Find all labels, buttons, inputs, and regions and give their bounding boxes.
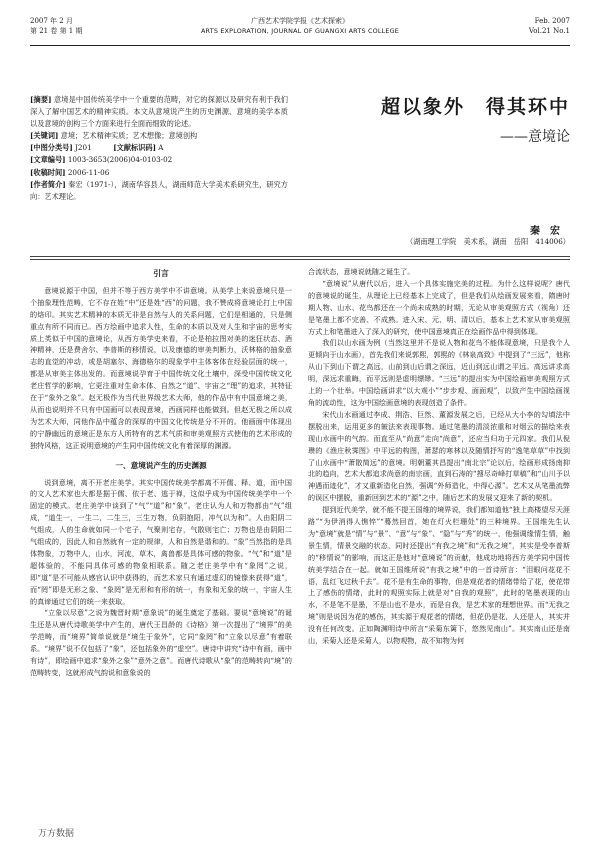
issue-volume: 第 21 卷 第 1 期	[30, 27, 83, 35]
journal-name-cn: 广西艺术学院学报《艺术探索》	[251, 17, 349, 25]
body-paragraph: 宋代山水画通过李成、荆浩、巨然、董源发展之后，已经从大小李的勾填法中摆脱出来，运用更多的皴法来表现事物。通过笔墨的清淡浓重和对烟云的描绘来表现山水画中的气韵。而直至从“尚意”走向“尚意”，还应当归功于元四家。我们从倪瓒的《渔庄秋霁图》中平远的构图，萧瑟的寒林以及随情抒写的“逸笔草草”中找到了山水画中“萧散简远”的意境。明朝董其昌提出“南北宗”论以后，绘画形成扬南抑北的趋向，艺术大都追求尚意的南宗画，直到石涛的“搜尽奇峰打草稿”和“山川予以神遇而迹化”，才又重新造化自然，强调“外师造化，中得心源”。艺术又从笔墨流弊的误区中摆脱，重新回到艺术的“源”之中，随后艺术的发展又迎来了新的契机。	[308, 409, 570, 503]
body-paragraph: 我们以山水画为例（当然这里并不是说人物和花鸟不能体现意境，只是我个人更倾向于山水画），首先我们来说郭熙，郭熙的《林泉高致》中提到了“三远”，他称从山下到山下谓之高远，山前到山后谓之深远，近山到远山谓之平远。高远讲求高明，深远求重晦，而平远则是虚明缥缈。“三远”的提出实为中国绘画审美观照方式上的一个壮举。中国绘画讲求“以大观小”“步步观、面面观”，以致产生中国绘画视角的流动性，这为中国绘画意境的表现创造了条件。	[308, 338, 570, 407]
journal-name	[150, 16, 450, 36]
issue-date: 2007 年 2 月	[30, 17, 73, 25]
divider-line	[30, 256, 570, 257]
article-subtitle: ——意境论	[500, 129, 570, 145]
issue-info	[30, 16, 83, 36]
issue-volume-en: Vol.21 No.1	[528, 27, 570, 35]
body-paragraph: “意境说”从唐代以后，进入一个具体实施完美的过程。为什么这样说呢？唐代的意境说的诞生，从理论上已经基本上完成了，但是我们从绘画发展来看，隋唐时期人物、山水、花鸟都还在一个尚未成熟的时期，无论从审美观照方式（视角）还是笔墨上都不完善、不成熟。进入宋、元、明、清以后，基本上艺术家从审美观照方式上和笔墨进入了深入的研究，使中国意境真正在绘画作品中得到体现。	[308, 278, 570, 336]
abstract-classification	[30, 142, 288, 154]
abstract-author-bio	[30, 179, 288, 203]
section-heading: 一、意境说产生的历史渊源	[115, 460, 207, 470]
summary-text: 意境是中国传统美学中一个重要的范畴，对它的探源以及研究有利于我们深入了解中国艺术的精神实质。本文从意境说产生的历史渊源、意境的美学本质以及意境的创构三个方面来进行全面而细致的论述。	[30, 95, 288, 129]
summary-label: [摘要]	[30, 95, 52, 104]
body-paragraph: “立象以尽意”之说为魏晋时期“意象说”的诞生奠定了基础。要说“意境说”的诞生还是从唐代诗歌美学中产生的，唐代王昌龄的《诗格》第一次提出了“境界”的美学范畴，而“境界”简单说就是“境生于象外”，它同“象罔”和“立象以尽意”有着联系。“境界”说不仅包括了“象”，还包括象外的“虚空”。唐诗中讲究“诗中有画，画中有诗”，即绘画中追求“象外之象”“意外之意”。而唐代诗歌从“象”的范畴转向“境”的范畴转变，这就形成气韵说和意象说的	[30, 608, 292, 677]
body-paragraph: 意境说源于中国，但并不等于西方美学中不讲意境。从美学上来说意境只是一个抽象理性范畴，它不存在姓“中”还是姓“西”的问题，我不赞成将意境论打上中国的烙印。其实艺术精神的本质无非是自然与人的关系问题，它们是相通的，只是侧重点有所不同而已。西方绘画中追求人性，生命的本质以及对人生和宇宙的思考实质上类似于中国的意境论，从西方美学史来看，不论是柏拉图对美的迷狂状态、酒神精神，还是费舍尔、李普斯的移情说，以及康德的审美判断力，沃林格的抽象意志的直觉的冲动，或是胡塞尔、海德格尔的现象学中主体客体在经验层面的统一，都是从审美主体出发的。而意境说孕育于中国传统文化土壤中，深受中国传统文化老庄哲学的影响，它更注重对生命本体、自然之“道”、宇宙之“理”的追求，其特征在于“象外之象”。赵无极作为当代世界级艺术大师，他的作品中有中国意境之美，从而也说明并不只有中国画可以表现意境，西画同样也能做到。但赵无极之所以成为艺术大师，同他作品中蕴含的深厚的中国文化传统是分不开的。他画面中体现出的宁静幽远的意境正是东方人所特有的艺术气质和审美观照方式使他的艺术形成的独特风格，这正说明意境的产生同中国传统文化有着深厚的渊源。	[30, 285, 292, 450]
body-column-left	[30, 266, 292, 679]
body-paragraph: 合流状态，意境说就随之诞生了。	[308, 267, 415, 276]
issue-info-en	[529, 16, 570, 36]
bio-label: [作者简介]	[30, 179, 66, 189]
intro-heading: 引言	[153, 269, 169, 278]
received-value: 2006-11-06	[67, 167, 110, 177]
issue-date-en: Feb. 2007	[534, 17, 570, 25]
abstract-received	[30, 167, 288, 179]
clc-value: J201	[75, 143, 92, 153]
author-name: 秦 宏	[530, 226, 560, 237]
abstract-summary	[30, 94, 288, 130]
doc-code-label: [文献标识码]	[113, 143, 156, 153]
author-affiliation: （湖南理工学院 美术系，湖南 岳阳 414006）	[405, 237, 570, 246]
abstract-article-number	[30, 154, 288, 166]
divider-line	[30, 259, 570, 260]
bio-text: 秦宏（1971-），湖南华容县人，湖南师范大学美术系研究生，研究方向：艺术理论。	[30, 179, 288, 201]
body-paragraph: 说到意境，离不开老庄美学。其实中国传统美学都离不开儒、释、道，而中国的文人艺术家也大都是据于儒、依于老、逃于禅，这似乎成为中国传统美学中一个固定的模式。老庄美学中谈到了“气”“道”和“象”。老庄认为人和万物都由“气”组成，“道生一，一生二，二生三，三生万物，负阴抱阳，冲气以为和”。人由阳阴二气组成，人的生命就如同一个宅子，气聚则宅存，气散则宅亡；万物也是由阴阳二气组成的，因此人和自然就有一定的规律，人和自然是谐和的。“象”当然指的是具体物象，万物中人，山水，河流，草木，禽兽都是具体可感的物象。“气”和“道”是超体验的，不能同具体可感的物象相联系。随之老庄美学中有“象罔”之说，即“道”是不可能从感官认识中获得的，而艺术家只有通过虚幻的镜像来获得“道”，而“罔”即是无形之象、“象罔”是无形和有形的统一，有象和无象的统一，宇宙人生的真谛通过它们的统一来获取。	[30, 477, 292, 606]
article-title: 超以象外 得其环中	[380, 96, 570, 118]
journal-name-en: ARTS EXPLORATION, JOURNAL OF GUANGXI ARTS COLLEGE	[200, 27, 399, 35]
body-column-right	[308, 266, 570, 647]
running-header	[30, 16, 570, 46]
keywords-text: 意境；艺术精神实质；艺术想像；意境创构	[60, 131, 198, 141]
watermark: 万方数据	[38, 829, 75, 839]
article-number-label: [文章编号]	[30, 155, 66, 165]
keywords-label: [关键词]	[30, 131, 59, 141]
clc-label: [中图分类号]	[30, 143, 73, 153]
abstract-keywords	[30, 130, 288, 142]
article-number-value: 1003-3653(2006)04-0103-02	[67, 155, 173, 165]
abstract-block	[30, 94, 288, 203]
received-label: [收稿时间]	[30, 167, 66, 177]
body-paragraph: 提到近代美学，就不能不提王国维的境界说，我们都知道他“独上高楼望尽天涯路”“为伊消得人憔悴”“蓦然回首，她在灯火栏珊处”的三种境界。王国维先生认为“意境”就是“情”与“景”、“意”与“象”、“隐”与“秀”的统一，他强调缘情生情，触景生情，情景交融的状态，同时还提出“有我之境”和“无我之境”，其实是受李普斯的“移情说”的影响，而这正是他对“意境说”的贡献，他成功地将西方美学同中国传统美学结合在一起。就如王国维所说“有我之境”中的一首诗所言：“泪眼问花花不语，乱红飞过秋千去”。花不是有生命的事物，但是观花者的情绪带给了花，使花带上了感伤的情绪，此时的观照实际上就是对“自我的观照”，此时的笔墨表现的山水，不是笔不是墨，不是山也不是水，而是自我，是艺术家的理想世界。而“无我之境”则是说因为花的感伤，其实源于观花者的情绪，但花仍是花，人还是人，其实并没有任何改变。正如陶渊明诗中所言“采菊东篱下，悠然见南山”。其实南山还是南山，采菊人还是采菊人，以物观物，故不知物为何	[308, 505, 570, 646]
doc-code-value: A	[158, 143, 164, 153]
